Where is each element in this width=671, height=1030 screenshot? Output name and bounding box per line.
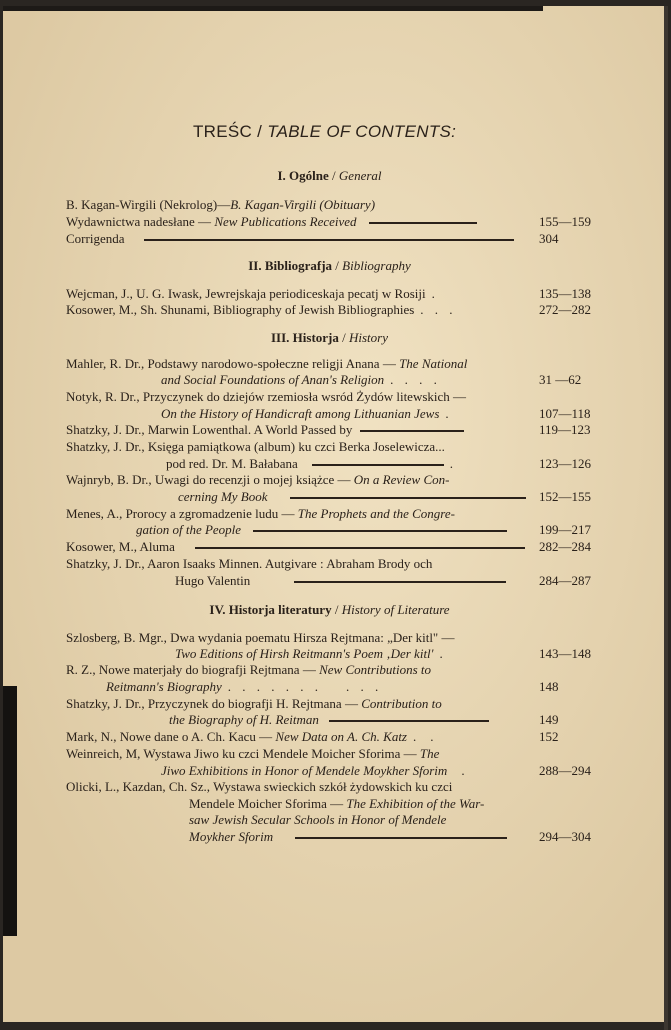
toc-entry-cont: On the History of Handicraft among Lithuanian Jews . [161, 406, 453, 421]
page-range: 135—138 [539, 286, 591, 301]
page-range: 282—284 [539, 539, 591, 554]
page-range: 304 [539, 231, 559, 246]
toc-entry-cont: Reitmann's Biography . . . . . . . . . . [106, 679, 383, 694]
page-range: 152—155 [539, 489, 591, 504]
page-range: 123—126 [539, 456, 591, 471]
toc-entry-cont: the Biography of H. Reitman [169, 712, 489, 728]
toc-entry: Mark, N., Nowe dane o A. Ch. Kacu — New Data on A. Ch. Katz . . [66, 729, 438, 744]
toc-entry: Wydawnictwa nadesłane — New Publications Received [66, 214, 477, 230]
toc-entry: Menes, A., Prorocy a zgromadzenie ludu — The Prophets and the Congre- [66, 506, 455, 521]
toc-entry-cont: gation of the People [136, 522, 507, 538]
toc-entry-cont: pod red. Dr. M. Bałabana . [166, 456, 458, 471]
section-heading-history-of-literature: IV. Historja literatury / History of Literature [209, 602, 450, 617]
page-title: TREŚC / TABLE OF CONTENTS: [193, 122, 457, 141]
page-range: 152 [539, 729, 559, 744]
toc-entry-cont: Jiwo Exhibitions in Honor of Mendele Moykher Sforim . [161, 763, 469, 778]
toc-entry-cont: Hugo Valentin [175, 573, 506, 589]
page-range: 288—294 [539, 763, 591, 778]
page-range: 272—282 [539, 302, 591, 317]
page-range: 143—148 [539, 646, 591, 661]
toc-entry: Corrigenda [66, 231, 514, 247]
page-range: 149 [539, 712, 559, 727]
toc-entry: B. Kagan-Wirgili (Nekrolog)—B. Kagan-Virgili (Obituary) [66, 197, 376, 212]
section-heading-general: I. Ogólne / General [277, 168, 382, 183]
page-range: 119—123 [539, 422, 591, 437]
toc-entry: Kosower, M., Sh. Shunami, Bibliography of Jewish Bibliographies . . . [66, 302, 457, 317]
page-top-edge [3, 6, 543, 11]
section-heading-bibliography: II. Bibliografja / Bibliography [248, 258, 411, 273]
page-range: 294—304 [539, 829, 591, 844]
page-range: 107—118 [539, 406, 591, 421]
toc-entry: Weinreich, M, Wystawa Jiwo ku czci Mendele Moicher Sforima — The [66, 746, 440, 761]
page-left-edge [3, 686, 17, 936]
toc-entry: Szlosberg, B. Mgr., Dwa wydania poematu Hirsza Rejtmana: „Der kitl" — [66, 630, 455, 645]
section-heading-history: III. Historja / History [270, 330, 388, 345]
toc-entry: Wejcman, J., U. G. Iwask, Jewrejskaja periodiceskaja pecatj w Rosiji . [66, 286, 439, 301]
toc-entry-cont: saw Jewish Secular Schools in Honor of Mendele [189, 812, 447, 827]
toc-entry-cont: Two Editions of Hirsh Reitmann's Poem ‚Der kitl' . [175, 646, 447, 661]
toc-entry: R. Z., Nowe materjały do biografji Rejtmana — New Contributions to [66, 662, 432, 677]
toc-entry: Notyk, R. Dr., Przyczynek do dziejów rzemiosła wsród Żydów litewskich — [66, 389, 467, 404]
page-right-edge [664, 6, 668, 1030]
page-range: 284—287 [539, 573, 591, 588]
toc-entry: Shatzky, J. Dr., Marwin Lowenthal. A World Passed by [66, 422, 464, 438]
book-page [3, 6, 668, 1022]
page-range: 31 —62 [539, 372, 582, 387]
page-range: 155—159 [539, 214, 591, 229]
toc-entry: Mahler, R. Dr., Podstawy narodowo-społeczne religji Anana — The National [66, 356, 468, 371]
toc-entry-cont: Moykher Sforim [189, 829, 507, 845]
toc-entry: Olicki, L., Kazdan, Ch. Sz., Wystawa swieckich szkół żydowskich ku czci [66, 779, 453, 794]
page-range: 148 [539, 679, 559, 694]
page-range: 199—217 [539, 522, 591, 537]
toc-entry-cont: and Social Foundations of Anan's Religion . . . . [161, 372, 441, 387]
toc-entry-cont: cerning My Book [178, 489, 526, 505]
toc-entry-cont: Mendele Moicher Sforima — The Exhibition of the War- [189, 796, 485, 811]
toc-entry: Shatzky, J. Dr., Przyczynek do biografji H. Rejtmana — Contribution to [66, 696, 442, 711]
toc-entry: Wajnryb, B. Dr., Uwagi do recenzji o mojej książce — On a Review Con- [66, 472, 450, 487]
toc-entry: Shatzky, J. Dr., Aaron Isaaks Minnen. Autgivare : Abraham Brody och [66, 556, 433, 571]
toc-entry: Shatzky, J. Dr., Księga pamiątkowa (album) ku czci Berka Joselewicza... [66, 439, 445, 454]
toc-entry: Kosower, M., Aluma [66, 539, 525, 555]
